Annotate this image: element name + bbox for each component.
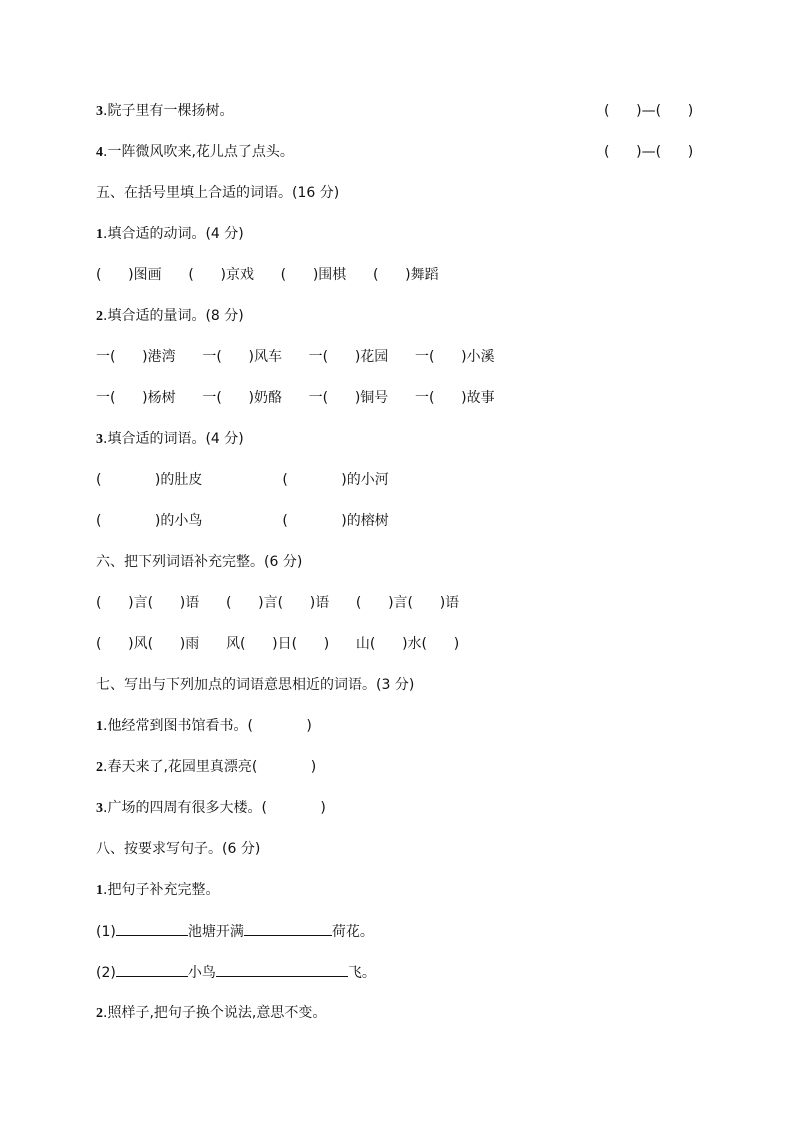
sub-label: (1) bbox=[96, 924, 116, 940]
part-title: .填合适的量词。(8 分) bbox=[103, 308, 244, 324]
sec8-part1-title bbox=[96, 880, 219, 901]
idiom-row-1[interactable]: ( )言( )语 ( )言( )语 ( )言( )语 bbox=[96, 595, 460, 611]
item-number: 3 bbox=[96, 104, 103, 119]
sentence-mid: 小鸟 bbox=[187, 965, 216, 981]
verb-fill-row[interactable]: ( )图画 ( )京戏 ( )围棋 ( )舞蹈 bbox=[96, 267, 439, 283]
sec5-part1-title bbox=[96, 224, 244, 245]
blank-line[interactable] bbox=[116, 962, 188, 977]
sec5-part3-title bbox=[96, 429, 244, 450]
question-text: .一阵微风吹来,花儿点了点头。 bbox=[103, 144, 294, 160]
sec8-part2-title bbox=[96, 1003, 326, 1024]
item-number: 4 bbox=[96, 145, 103, 160]
item-text: .春天来了,花园里真漂亮( ) bbox=[103, 759, 317, 775]
item-number: 3 bbox=[96, 432, 103, 447]
idiom-row-2[interactable]: ( )风( )雨 风( )日( ) 山( )水( ) bbox=[96, 636, 460, 652]
part-title: .照样子,把句子换个说法,意思不变。 bbox=[103, 1005, 327, 1021]
word-fill-row-1[interactable]: ( )的肚皮 ( )的小河 bbox=[96, 472, 389, 488]
blank-line[interactable] bbox=[244, 921, 332, 936]
item-number: 1 bbox=[96, 227, 103, 242]
item-number: 2 bbox=[96, 760, 103, 775]
item-text: .他经常到图书馆看书。( ) bbox=[103, 718, 312, 734]
synonym-item-3[interactable] bbox=[96, 798, 326, 819]
sentence-end: 飞。 bbox=[347, 965, 376, 981]
sentence-end: 荷花。 bbox=[331, 924, 374, 940]
part-title: .填合适的动词。(4 分) bbox=[103, 226, 244, 242]
blank-line[interactable] bbox=[216, 962, 348, 977]
item-number: 3 bbox=[96, 801, 103, 816]
item-number: 2 bbox=[96, 309, 103, 324]
section-7-heading: 七、写出与下列加点的词语意思相近的词语。(3 分) bbox=[96, 677, 415, 693]
measure-word-row-1[interactable]: 一( )港湾 一( )风车 一( )花园 一( )小溪 bbox=[96, 349, 495, 365]
part-title: .填合适的词语。(4 分) bbox=[103, 431, 244, 447]
section-6-heading: 六、把下列词语补充完整。(6 分) bbox=[96, 554, 303, 570]
answer-blank[interactable]: ( )—( ) bbox=[604, 144, 694, 160]
sec5-part2-title bbox=[96, 306, 244, 327]
answer-blank[interactable]: ( )—( ) bbox=[604, 103, 694, 119]
word-fill-row-2[interactable]: ( )的小鸟 ( )的榕树 bbox=[96, 513, 389, 529]
sentence-mid: 池塘开满 bbox=[187, 924, 244, 940]
question-4 bbox=[96, 142, 294, 163]
item-number: 1 bbox=[96, 719, 103, 734]
question-text: .院子里有一棵扬树。 bbox=[103, 103, 234, 119]
section-8-heading: 八、按要求写句子。(6 分) bbox=[96, 841, 261, 857]
sentence-complete-1 bbox=[96, 921, 374, 942]
item-text: .广场的四周有很多大楼。( ) bbox=[103, 800, 326, 816]
part-title: .把句子补充完整。 bbox=[103, 882, 220, 898]
question-3 bbox=[96, 101, 233, 122]
item-number: 2 bbox=[96, 1006, 103, 1021]
blank-line[interactable] bbox=[116, 921, 188, 936]
sub-label: (2) bbox=[96, 965, 116, 981]
measure-word-row-2[interactable]: 一( )杨树 一( )奶酪 一( )铜号 一( )故事 bbox=[96, 390, 495, 406]
section-5-heading: 五、在括号里填上合适的词语。(16 分) bbox=[96, 185, 340, 201]
synonym-item-1[interactable] bbox=[96, 716, 312, 737]
synonym-item-2[interactable] bbox=[96, 757, 316, 778]
item-number: 1 bbox=[96, 883, 103, 898]
sentence-complete-2 bbox=[96, 962, 376, 983]
